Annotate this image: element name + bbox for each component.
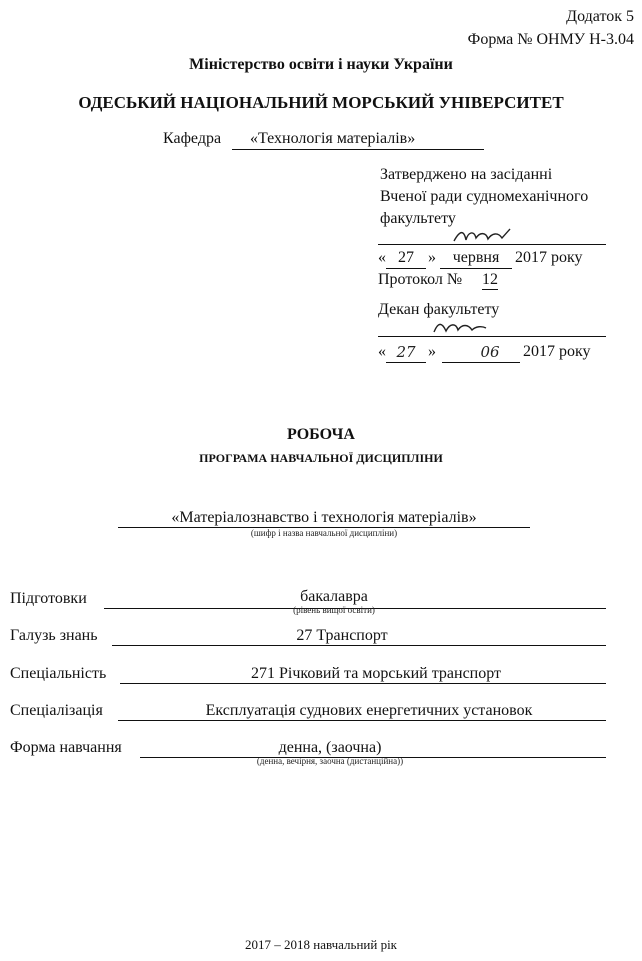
degree-value: бакалавра — [300, 588, 368, 605]
approval-day: 27 — [398, 249, 414, 266]
approval-day-underline — [386, 268, 426, 269]
approval-date-close: » — [428, 249, 436, 266]
study-form-value: денна, (заочна) — [278, 739, 382, 756]
department-underline — [232, 149, 484, 150]
approval-line-3: факультету — [380, 210, 456, 227]
department-label: Кафедра — [163, 130, 222, 147]
branch-value: 27 Транспорт — [296, 627, 388, 644]
degree-hint: (рівень вищої освіти) — [293, 605, 375, 615]
approval-month: червня — [452, 249, 500, 266]
council-signature — [450, 226, 520, 250]
discipline-hint: (шифр і назва навчальної дисципліни) — [250, 528, 398, 538]
form-number: Форма № ОНМУ Н-3.04 — [467, 31, 634, 48]
department-value: «Технологія матеріалів» — [250, 130, 416, 147]
appendix-label: Додаток 5 — [566, 8, 634, 25]
approval-year: 2017 року — [515, 249, 583, 266]
dean-month: 06 — [480, 343, 500, 361]
dean-month-underline — [442, 362, 520, 363]
study-form-hint: (денна, вечірня, заочна (дистанційна)) — [256, 756, 404, 766]
handwritten-signature-icon — [450, 226, 520, 246]
approval-month-underline — [440, 268, 512, 269]
approval-line-2: Вченої ради судномеханічного — [380, 188, 589, 205]
degree-label: Підготовки — [10, 590, 87, 607]
university-name: ОДЕСЬКИЙ НАЦІОНАЛЬНИЙ МОРСЬКИЙ УНІВЕРСИТЕТ — [78, 93, 564, 112]
academic-year: 2017 – 2018 навчальний рік — [244, 937, 397, 952]
study-form-label: Форма навчання — [10, 739, 122, 756]
approval-date-open: « — [378, 249, 386, 266]
specialization-underline — [118, 720, 606, 721]
specialty-label: Спеціальність — [10, 665, 107, 682]
dean-signature — [430, 318, 500, 342]
dean-day-underline — [386, 362, 426, 363]
ministry-name: Міністерство освіти і науки України — [189, 56, 453, 73]
branch-underline — [112, 645, 606, 646]
dean-date-close: » — [428, 343, 436, 360]
dean-date-open: « — [378, 343, 386, 360]
specialty-value: 271 Річковий та морський транспорт — [250, 665, 502, 682]
document-subtitle: ПРОГРАМА НАВЧАЛЬНОЇ ДИСЦИПЛІНИ — [199, 451, 443, 465]
specialization-value: Експлуатація суднових енергетичних установок — [205, 702, 533, 719]
protocol-number: 12 — [482, 271, 498, 288]
approval-line-1: Затверджено на засіданні — [380, 166, 553, 183]
specialty-underline — [120, 683, 606, 684]
dean-day: 27 — [396, 343, 416, 361]
dean-label: Декан факультету — [378, 301, 500, 318]
discipline-name: «Матеріалознавство і технологія матеріалів» — [171, 509, 477, 526]
document-title: РОБОЧА — [287, 426, 355, 443]
dean-year: 2017 року — [523, 343, 591, 360]
branch-label: Галузь знань — [10, 627, 98, 644]
specialization-label: Спеціалізація — [10, 702, 103, 719]
protocol-label: Протокол № — [378, 271, 463, 288]
handwritten-signature-icon — [430, 318, 500, 338]
